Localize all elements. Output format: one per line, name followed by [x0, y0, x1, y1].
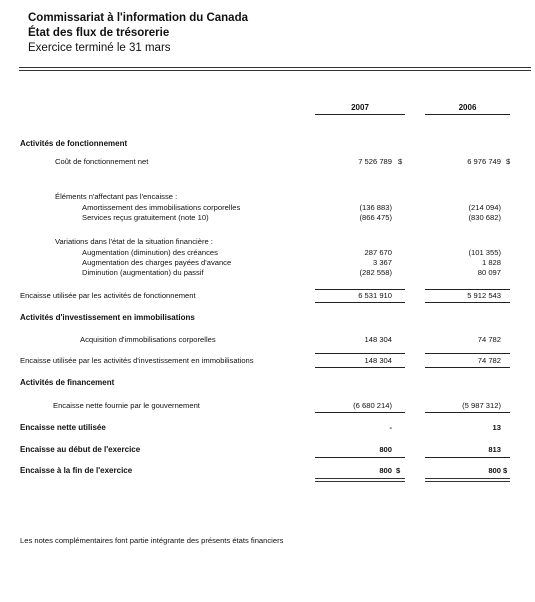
row-label-net-used: Encaisse nette utilisée — [20, 423, 106, 432]
row-label-non-cash: Éléments n'affectant pas l'encaisse : — [55, 192, 178, 201]
row-cash-operating-2007: 6 531 910 — [358, 291, 392, 300]
row-net-used-2006: 13 — [492, 423, 501, 432]
column-2006: 2006 — [458, 103, 477, 112]
row-receivables-2006: (101 355) — [468, 248, 501, 257]
column-2006-underline — [425, 114, 510, 115]
row-receivables-2007: 287 670 — [364, 248, 392, 257]
begin-underline-2007 — [315, 457, 405, 458]
row-net-cost-2007: 7 526 789 — [358, 157, 392, 166]
row-acquisition-2006: 74 782 — [477, 335, 501, 344]
section-operating: Activités de fonctionnement — [20, 139, 128, 148]
row-net-cost-2006: 6 976 749 — [467, 157, 501, 166]
row-prepaid-2007: 3 367 — [372, 258, 392, 267]
row-amortization-2006: (214 094) — [468, 203, 501, 212]
row-label-variations: Variations dans l'état de la situation financière : — [55, 237, 213, 246]
investing-underline-2006 — [425, 367, 510, 368]
currency-cash-end-2006: $ — [503, 466, 508, 475]
financing-underline-2007 — [315, 412, 405, 413]
row-net-used-2007: - — [389, 423, 392, 432]
column-2007: 2007 — [351, 103, 369, 112]
row-cash-end-2006: 800 — [488, 466, 501, 475]
currency-net-cost-2006: $ — [506, 157, 511, 166]
row-label-receivables: Augmentation (diminution) des créances — [82, 248, 218, 257]
period-subtitle: Exercice terminé le 31 mars — [28, 42, 171, 54]
row-cash-investing-2006: 74 782 — [477, 356, 501, 365]
row-government-2007: (6 680 214) — [353, 401, 392, 410]
subtotal-underline-2007 — [315, 302, 405, 303]
currency-net-cost-2007: $ — [398, 157, 403, 166]
begin-underline-2006 — [425, 457, 510, 458]
statement-title: État des flux de trésorerie — [28, 27, 170, 39]
row-prepaid-2006: 1 828 — [481, 258, 501, 267]
row-cash-end-2007: 800 — [379, 466, 392, 475]
investing-underline-2007 — [315, 367, 405, 368]
row-cash-operating-2006: 5 912 543 — [467, 291, 501, 300]
subtotal-underline-2006 — [425, 302, 510, 303]
row-services-2007: (866 475) — [359, 213, 392, 222]
row-cash-begin-2006: 813 — [488, 445, 501, 454]
investing-line-2006 — [425, 353, 510, 354]
row-label-amortization: Amortissement des immobilisations corporelles — [82, 203, 241, 212]
section-investing: Activités d'investissement en immobilisations — [20, 313, 195, 322]
row-label-liabilities: Diminution (augmentation) du passif — [82, 268, 204, 277]
row-services-2006: (830 682) — [468, 213, 501, 222]
end-double-underline-2006 — [425, 478, 510, 482]
section-financing: Activités de financement — [20, 378, 115, 387]
row-label-acquisition: Acquisition d'immobilisations corporelles — [80, 335, 216, 344]
row-liabilities-2007: (282 558) — [359, 268, 392, 277]
row-label-cash-begin: Encaisse au début de l'exercice — [20, 445, 141, 454]
row-label-cash-end: Encaisse à la fin de l'exercice — [20, 466, 133, 475]
row-label-cash-investing: Encaisse utilisée par les activités d'investissement en immobilisations — [20, 356, 254, 365]
row-liabilities-2006: 80 097 — [477, 268, 501, 277]
organization-title: Commissariat à l'information du Canada — [28, 12, 248, 24]
row-label-net-cost: Coût de fonctionnement net — [55, 157, 149, 166]
row-label-prepaid: Augmentation des charges payées d'avance — [82, 258, 232, 267]
footer-note: Les notes complémentaires font partie intégrante des présents états financiers — [20, 536, 284, 545]
header-divider — [19, 67, 531, 71]
column-2007-underline — [315, 114, 405, 115]
investing-line-2007 — [315, 353, 405, 354]
row-cash-begin-2007: 800 — [379, 445, 392, 454]
subtotal-line-2006 — [425, 289, 510, 290]
row-amortization-2007: (136 883) — [359, 203, 392, 212]
row-label-cash-operating: Encaisse utilisée par les activités de fonctionnement — [20, 291, 196, 300]
row-cash-investing-2007: 148 304 — [364, 356, 392, 365]
row-label-services: Services reçus gratuitement (note 10) — [82, 213, 209, 222]
financing-underline-2006 — [425, 412, 510, 413]
row-label-government: Encaisse nette fournie par le gouvernement — [53, 401, 200, 410]
row-government-2006: (5 987 312) — [462, 401, 501, 410]
subtotal-line-2007 — [315, 289, 405, 290]
currency-cash-end-2007: $ — [396, 466, 401, 475]
end-double-underline-2007 — [315, 478, 405, 482]
row-acquisition-2007: 148 304 — [364, 335, 392, 344]
